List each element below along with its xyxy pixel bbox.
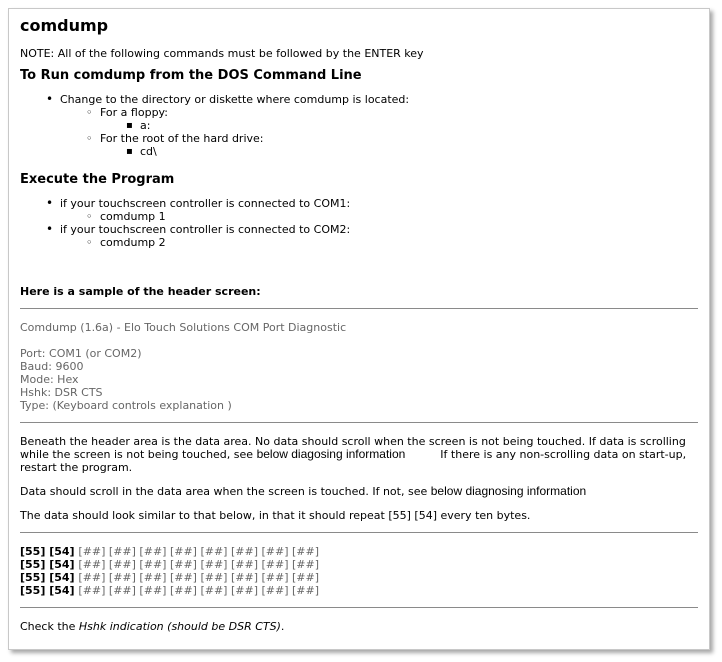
header-baud: Baud: 9600 <box>20 360 84 373</box>
byte-placeholders: [##] [##] [##] [##] [##] [##] [##] [##] <box>78 584 320 597</box>
byte-placeholders: [##] [##] [##] [##] [##] [##] [##] [##] <box>78 571 320 584</box>
header-port: Port: COM1 (or COM2) <box>20 347 142 360</box>
para1-text-a: Beneath the header area is the data area. No data should scroll when the screen is not being touched. If data is scrolling while the screen is not being touched, see <box>20 435 686 461</box>
floppy-label: For a floppy: <box>100 106 168 119</box>
divider <box>20 422 698 423</box>
byte-placeholders: [##] [##] [##] [##] [##] [##] [##] [##] <box>78 545 320 558</box>
header-type: Type: (Keyboard controls explanation ) <box>20 399 232 412</box>
diagnose-link-2[interactable]: below diagnosing information <box>430 484 587 498</box>
para1-text-b: If there is any non-scrolling data on start-up, restart the program. <box>20 448 687 474</box>
root-label: For the root of the hard drive: <box>100 132 264 145</box>
byte-54: [54] <box>49 558 79 571</box>
data-row <box>20 558 698 571</box>
header-title-line: Comdump (1.6a) - Elo Touch Solutions COM Port Diagnostic <box>20 321 347 334</box>
list-item <box>86 106 698 132</box>
run-item-text: Change to the directory or diskette where comdump is located: <box>60 93 410 106</box>
footer-suffix: . <box>280 620 285 633</box>
data-row <box>20 545 698 558</box>
footer-emphasis: Hshk indication (should be DSR CTS) <box>78 620 281 633</box>
header-mode: Mode: Hex <box>20 373 79 386</box>
floppy-command: ▪ a: <box>126 119 698 132</box>
footer-text <box>20 620 698 633</box>
list-item <box>46 223 698 249</box>
para2-text-a: Data should scroll in the data area when the screen is touched. If not, see <box>20 485 428 498</box>
header-hshk: Hshk: DSR CTS <box>20 386 103 399</box>
byte-placeholders: [##] [##] [##] [##] [##] [##] [##] [##] <box>78 558 320 571</box>
run-list <box>20 93 698 158</box>
byte-55: [55] <box>20 545 50 558</box>
data-row <box>20 584 698 597</box>
footer-prefix: Check the <box>20 620 79 633</box>
divider <box>20 532 698 533</box>
byte-54: [54] <box>49 584 79 597</box>
com1-label: if your touchscreen controller is connected to COM1: <box>60 197 351 210</box>
com1-command: ◦ comdump 1 <box>86 210 698 223</box>
document-frame <box>8 8 710 650</box>
root-command: ▪ cd\ <box>126 145 698 158</box>
page-title: comdump <box>20 16 109 35</box>
data-row <box>20 571 698 584</box>
list-item <box>86 132 698 158</box>
list-item <box>46 93 698 158</box>
note-text: NOTE: All of the following commands must be followed by the ENTER key <box>20 47 424 60</box>
paragraph-2 <box>20 485 698 498</box>
byte-54: [54] <box>49 571 79 584</box>
byte-55: [55] <box>20 584 50 597</box>
byte-55: [55] <box>20 571 50 584</box>
run-heading: To Run comdump from the DOS Command Line <box>20 68 362 83</box>
paragraph-3: The data should look similar to that below, in that it should repeat [55] [54] every ten bytes. <box>20 509 531 522</box>
list-item <box>46 197 698 223</box>
paragraph-1 <box>20 435 698 474</box>
byte-54: [54] <box>49 545 79 558</box>
divider <box>20 308 698 309</box>
byte-55: [55] <box>20 558 50 571</box>
exec-list <box>20 197 698 249</box>
diagnose-link-1[interactable]: below diagosing information <box>256 447 406 461</box>
exec-heading: Execute the Program <box>20 172 175 187</box>
com2-command: ◦ comdump 2 <box>86 236 698 249</box>
data-rows <box>20 545 698 597</box>
divider <box>20 607 698 608</box>
sample-heading: Here is a sample of the header screen: <box>20 285 261 298</box>
com2-label: if your touchscreen controller is connected to COM2: <box>60 223 351 236</box>
header-screen <box>20 321 698 412</box>
